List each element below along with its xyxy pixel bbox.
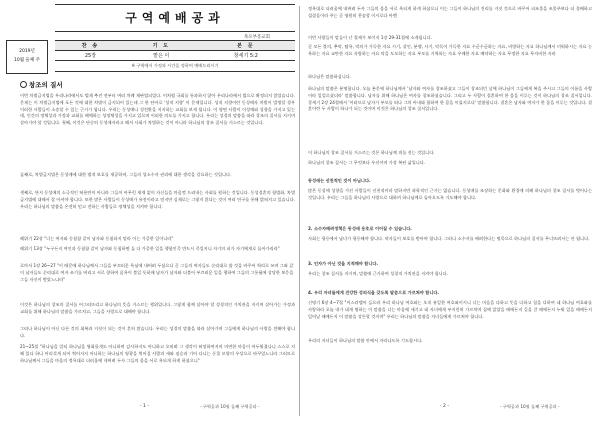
paragraph: 이번 사랑들이 말들이 난 절제가 보이지 1장 29-31절에 소개됩니다. (308, 35, 432, 40)
scripture-quote: 로마서 1장 26~27 "이 때문에 하나님께서 그들을 부끄러운 욕심에 내버려 두셨으니 곧 그들의 여자들도 순리대로 쓸 것을 바꾸어 역리로 쓰며 그와 같이 남자들도 순리대로 여자 쓰기를 버리고 서로 향하여 음욕이 불일 듯하매 남자가 남자와 더불어 부끄러운 일을 행하여 그들의 그릇됨에 상당한 보응을 그들 자신이 받았느니라" (20, 263, 294, 282)
subheading: 3. 인자가 아닌 것을 지적해야 합니다. (308, 261, 379, 266)
section-heading (20, 80, 63, 89)
date-week: 10월 둘째 주 (14, 58, 40, 63)
subheading: 2. 소수자배려정책은 동성애 옹호로 이어질 수 있습니다. (308, 226, 412, 231)
page-footer: - 구역공과 10월 둘째 구역공과 - (200, 404, 260, 409)
paragraph: 하나님의 말씀은 분명합니다. 오늘 본문에 하나님께서 '남자와 여자를 창조하셨고 그들이 창조되던 날에 하나님이 그들에게 복을 주시고 그들의 이름을 사람이라 일컬으셨더라' 말씀합니다. 남자를 위해 하나님은 여자를 창조하셨습니다. 그리고 두 사람이 결혼하여 한 몸을 이루는 것이 하나님의 창조 질서입니다. 창세기 2장 24절에서 '이러므로 남자가 부모를 떠나 그의 아내와 합하여 한 몸을 이룰지로다' 말씀합니다. 결혼은 남자와 여자가 한 몸을 이루는 것입니다. 결혼이란 두 사람이 하나가 되는 것이며 이것은 하나님의 창조 질서입니다. (308, 86, 592, 112)
subheading: 동성애는 선천적인 것이 아닙니다. (308, 178, 371, 183)
page-footer: - 구역공과 10월 둘째 구역공과 - (500, 404, 560, 409)
date-year: 2019년 (19, 49, 35, 54)
worship-order-table (55, 40, 295, 61)
paragraph: 우리는 창조 질서를 지키며, 말씀에 근거하여 성경적 가치관을 지켜야 합니다. (308, 271, 449, 276)
paragraph: 곧 모든 불의, 추악, 탐욕, 악의가 가득한 자요 시기, 살인, 분쟁, 사기, 악독이 가득한 자요 수군수군하는 자요, 비방하는 자요 하나님께서 미워하시는 자요 능욕하는 자요 교만한 자요 자랑하는 자요 악을 도모하는 자요 부모를 거역하는 자요 우매한 자요 배약하는 자요 무정한 자요 무자비한 자라 (308, 44, 592, 56)
church-name: 목포부흥교회 (243, 35, 270, 40)
paragraph: 사회는 평등에서 남녀가 평등해야 합니다. 약자들이 보호를 받아야 합니다. 그러나 소수자를 배려한다는 명목으로 하나님의 질서를 무너뜨려서는 안 됩니다. (308, 236, 590, 241)
date-box (6, 40, 48, 74)
paragraph: 신명기 6장 4~7절 "이스라엘아 들으라 우리 하나님 여호와는 오직 유일한 여호와이시니 너는 마음을 다하고 뜻을 다하고 힘을 다하여 네 하나님 여호와를 사랑하라 오늘 내가 네게 명하는 이 말씀을 너는 마음에 새기고 네 자녀에게 부지런히 가르치며 집에 앉았을 때에든지 길을 갈 때에든지 누워 있을 때에든지 일어날 때에든지 이 말씀을 강론할 것이며" 우리는 하나님의 말씀을 자녀들에게 가르쳐야 합니다. (308, 300, 592, 319)
scripture-quote: 레위기 22장 "너는 여자와 동침함 같이 남자와 동침하지 말라 이는 가증한 일이니라" (20, 236, 174, 241)
scripture-quote: 레위기 13장 "누구든지 여인과 동침함 같이 남자와 동침하면 둘 다 가증한 일을 행함인즉 반드시 죽일지니 자기의 피가 자기에게로 돌아가리라" (20, 246, 280, 251)
paragraph: 많은 동성애 성향을 가진 사람들이 선천적이라 말하지만 과학적인 근거는 없습니다. 동성애를 조장하는 문화와 환경에 의해 하나님의 창조 질서를 벗어나는 것입니다. 우리는 그들을 하나님의 사랑으로 대하며 하나님께로 돌아오도록 기도해야 합니다. (308, 188, 592, 200)
paragraph: 셋째로, 단지 동성애의 소극적인 허용만이 아니라 그들이 아무런 제재 없이 자신들을 마음껏 드러내는 사회를 원하는 것입니다. 동성결혼의 합법화, 차별 금지법에 대해서 잘 아셔야 합니다. 또한 많은 사람들이 동성애가 유전이라고 믿지만 실제로는 그렇지 않다는 것이 여러 연구를 통해 밝혀지고 있습니다. 우리는 하나님의 말씀을 온전히 믿고 전하는 사람들로 정체성을 지켜야 합니다. (20, 190, 295, 209)
paragraph: 21~25절 "하나님을 알되 하나님을 영화롭게도 아니하며 감사하지도 아니하고 오히려 그 생각이 허망하여지며 미련한 마음이 어두워졌나니 스스로 지혜 있다 하나 어리석게 되어 썩어지지 아니하는 하나님의 영광을 썩어질 사람과 새와 짐승과 기어 다니는 동물 모양의 우상으로 바꾸었느니라 그러므로 하나님께서 그들을 마음의 정욕대로 더러움에 내버려 두사 그들의 몸을 서로 욕되게 하게 하셨으니" (20, 344, 295, 363)
subheading: 4. 우리 자녀들에게 건강한 성의식을 갖도록 말씀으로 가르쳐야 합니다. (308, 290, 440, 295)
page-number: - 1 - (140, 404, 149, 409)
paragraph: 하나님의 창조 질서는 그 무엇보다 우선이며 가장 복된 삶입니다. (308, 160, 426, 165)
hymn-header: 찬 송 (55, 41, 126, 51)
right-page (300, 0, 600, 424)
paragraph: 정욕대로 더러움에 내버려 두사 그들의 몸을 서로 욕되게 하게 하셨으니 이는 그들이 하나님의 진리를 거짓 것으로 바꾸어 피조물을 조물주보다 더 경배하고 섬겼음이라 주는 곧 영원히 찬송할 이시로다 아멘 (308, 6, 592, 18)
paragraph: 우리의 자녀들이 하나님의 말씀 안에서 자라나도록 기도합시다. (308, 338, 423, 343)
paragraph: 그러나 하나님이 아닌 다른 것의 회복과 거짓이 되는 것이 흔히 많습니다. 우리는 성경의 말씀을 따라 살아가며 그들에게 하나님의 사랑을 전해야 합니다. (20, 326, 295, 338)
scripture-value: 창세기 5:2 (197, 51, 295, 61)
hymn-value: 25장 (55, 51, 126, 61)
paragraph: 둘째로, 차별금지법은 동성애에 대한 법적 보호를 제공하며, 그들의 성소수자 권리에 대한 생각을 강요하는 것입니다. (20, 172, 232, 177)
intro-paragraph: 이번 차별금지법을 우리나라에서도 법제 추진 전부터 여러 차례 재판업되었다. 이처럼 국회를 통과하지 않아 우리나라에서 법으로 확정되지 않았습니다. 문제는 이 차별금지법에 포든 것에 대한 차별이 금지되어 있는데 그 한 단어로 '성적 지향' 이 문제입니다. 성적 지향이란 동성애자 차별이 발생할 경우 이러한 사람들이 소송할 수 있는 근거가 됩니다. 우리는 동성애나 성전환을 지지하는 교회를 보게 됩니다. 이 양면 사람이 이성애와 성향을 가지고 있는데, 인간의 정체성과 가정과 교회를 해체하는 성정체성을 가지고 있으며 이러한 의도를 가지고 합니다. 우리는 성경의 말씀을 따라 창조의 질서를 지키며 살아가야 할 것입니다. 첫째, 이것은 단순히 동성애자라고 해서 사회가 차별하는 것이 아니라 하나님의 창조 질서를 거스르는 것입니다. (20, 93, 295, 126)
worship-note: ※ 구역에서 가정과 시간을 정하여 예배드리시기 (55, 63, 295, 72)
scripture-header: 본 문 (197, 41, 295, 51)
paragraph: 하나님은 말씀하십니다. (308, 74, 352, 79)
section-heading-text: 창조의 질서 (29, 81, 63, 89)
prayer-header: 기 도 (126, 41, 197, 51)
prayer-value: 맡은 이 (126, 51, 197, 61)
page-number: - 2 - (440, 404, 449, 409)
bullet-icon (20, 81, 27, 88)
paragraph: 이것은 하나님의 창조의 질서를 어그러뜨리고 하나님의 뜻을 거스르는 행위입니다. 그렇게 함께 살아야 할 성경적인 가치관을 지키며 살아가는 가정과 교회를 위해 하나님의 말씀을 가르치고, 그들을 사랑으로 대해야 합니다. (20, 302, 295, 314)
page-title: 구역예배공과 (55, 4, 295, 32)
paragraph: 이 하나님의 창조 질서를 거스르는 것은 하나님께 죄를 짓는 것입니다. (308, 150, 435, 155)
